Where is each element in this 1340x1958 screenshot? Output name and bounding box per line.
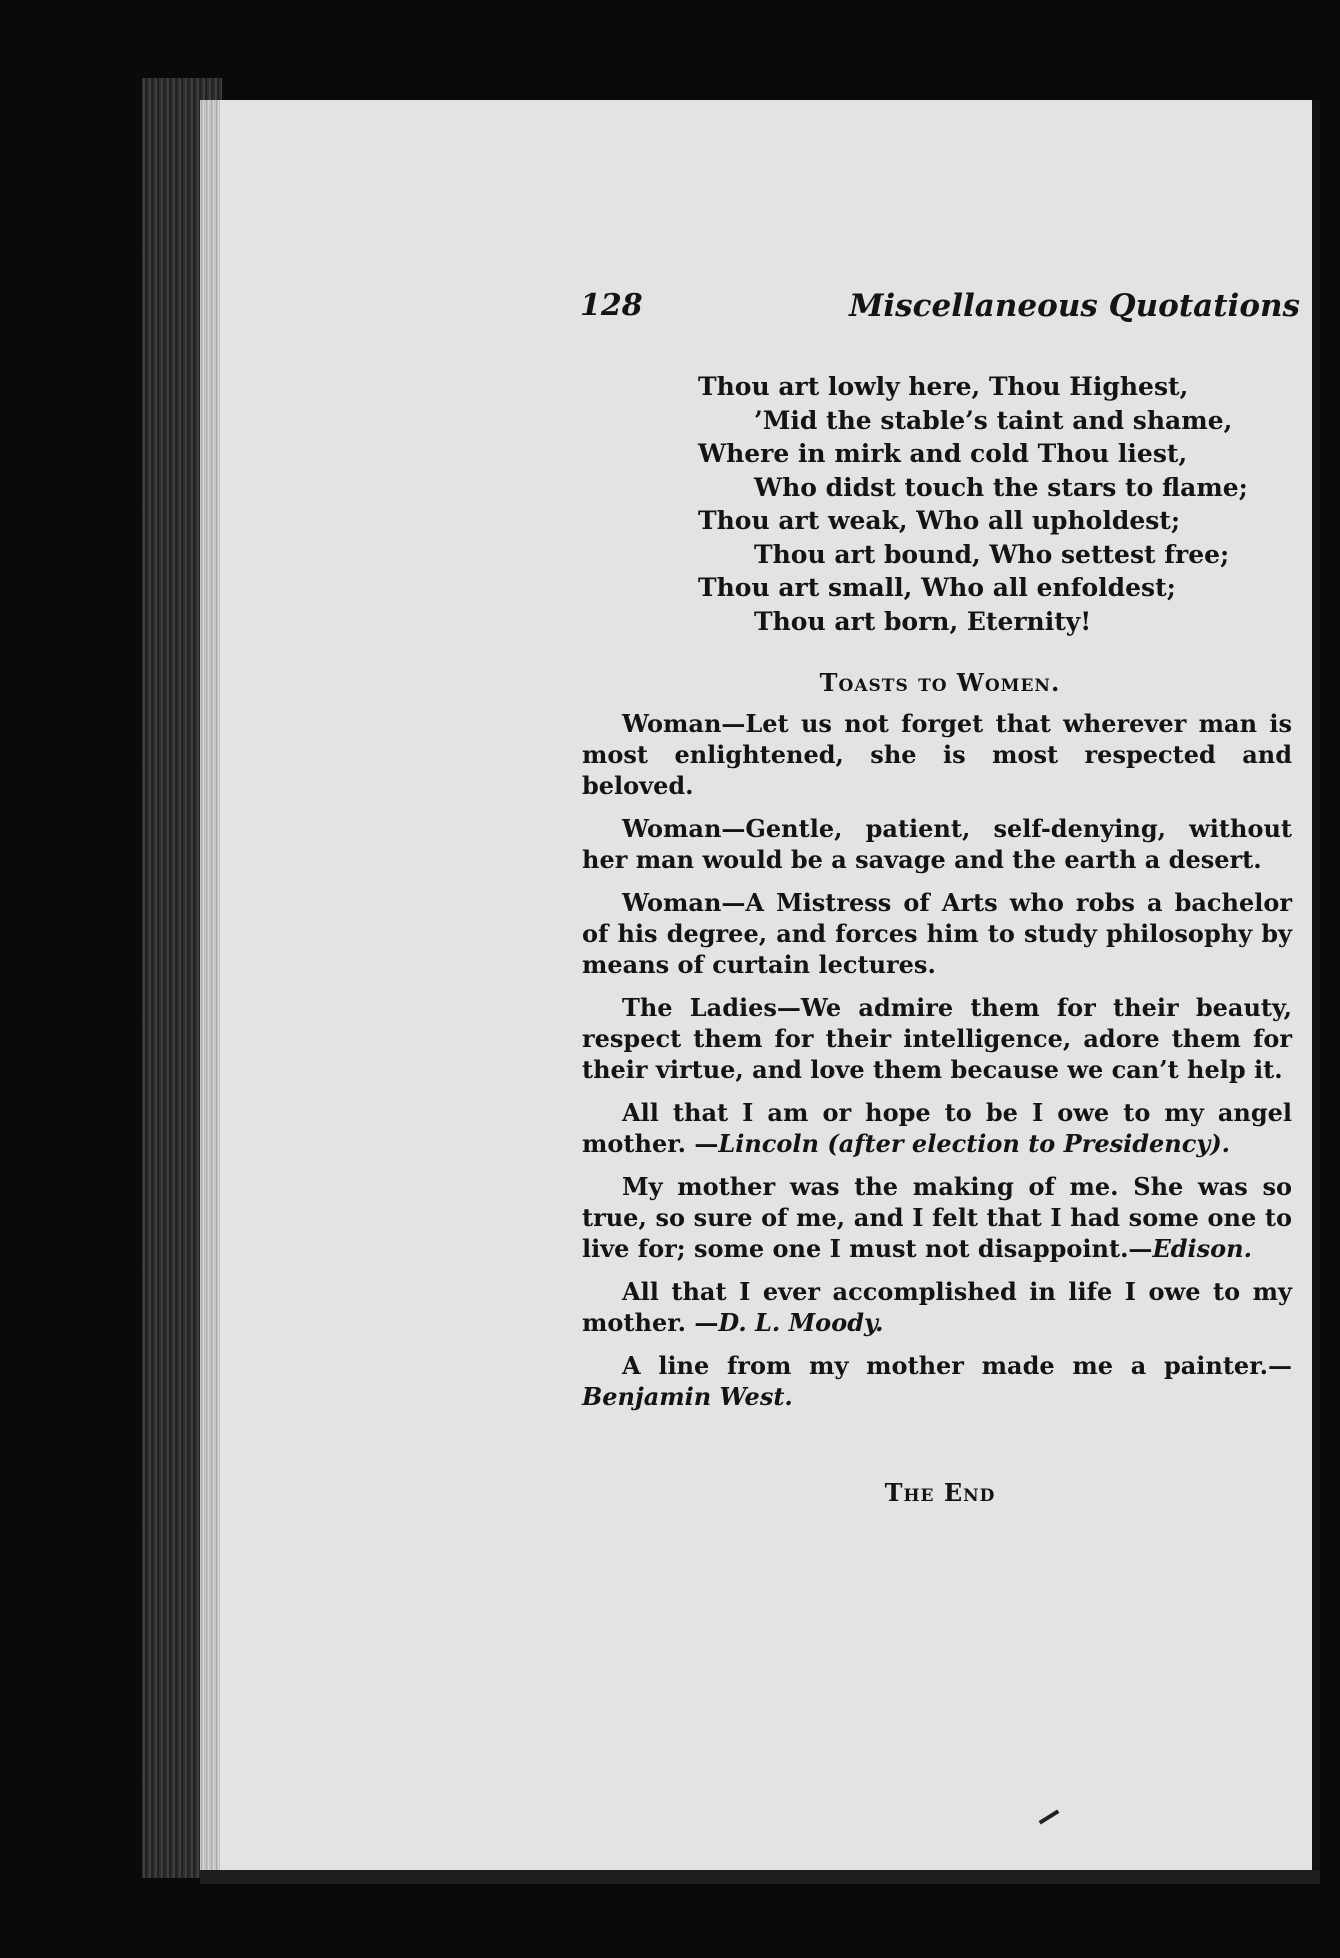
- paragraph: [582, 1350, 1292, 1412]
- body-text: [582, 708, 1292, 1424]
- poem-line: Thou art lowly here, Thou Highest,: [698, 372, 1189, 401]
- poem: [698, 370, 1318, 638]
- paragraph: [582, 813, 1292, 875]
- the-end-label: The End: [884, 1478, 996, 1507]
- paragraph: [582, 708, 1292, 801]
- paragraph-text: A line from my mother made me a painter.—: [622, 1351, 1292, 1380]
- poem-line: Where in mirk and cold Thou liest,: [698, 439, 1188, 468]
- running-title: Miscellaneous Quotations: [849, 288, 1300, 324]
- running-head: [580, 288, 1300, 338]
- paragraph: [582, 1276, 1292, 1338]
- poem-line: Thou art small, Who all enfoldest;: [698, 573, 1176, 602]
- poem-line: Thou art weak, Who all upholdest;: [698, 506, 1181, 535]
- paragraph-text: Woman—Gentle, patient, self-denying, without her man would be a savage and the earth a desert.: [582, 814, 1292, 874]
- quote-source: Lincoln (after election to Presidency).: [718, 1129, 1231, 1158]
- poem-line: Thou art bound, Who settest free;: [754, 539, 1230, 569]
- paragraph-text: Woman—Let us not forget that wherever man is most enlightened, she is most respected and beloved.: [582, 709, 1292, 800]
- paragraph: [582, 992, 1292, 1085]
- poem-line: ’Mid the stable’s taint and shame,: [754, 405, 1233, 435]
- poem-line: Who didst touch the stars to flame;: [754, 472, 1248, 502]
- page-stack-edges: [200, 100, 220, 1870]
- paragraph-text: All that I am or hope to be I owe to my angel mother. —: [582, 1098, 1292, 1158]
- paragraph: [582, 887, 1292, 980]
- page-right-shadow: [1312, 100, 1320, 1870]
- quote-source: Benjamin West.: [582, 1382, 793, 1411]
- paragraph-text: My mother was the making of me. She was so true, so sure of me, and I felt that I had some one to live for; some one I must not disappoint.—: [582, 1172, 1292, 1263]
- poem-line: Thou art born, Eternity!: [754, 606, 1092, 636]
- quote-source: D. L. Moody.: [718, 1308, 884, 1337]
- page-bottom-shadow: [200, 1870, 1320, 1884]
- quote-source: Edison.: [1152, 1234, 1252, 1263]
- paragraph: [582, 1097, 1292, 1159]
- paragraph: [582, 1171, 1292, 1264]
- paragraph-text: The Ladies—We admire them for their beauty, respect them for their intelligence, adore them for their virtue, and love them because we can’t help it.: [582, 993, 1292, 1084]
- page-number: 128: [580, 288, 643, 323]
- paragraph-text: Woman—A Mistress of Arts who robs a bachelor of his degree, and forces him to study philosophy by means of curtain lectures.: [582, 888, 1292, 979]
- section-heading: Toasts to Women.: [819, 668, 1061, 697]
- paragraph-text: All that I ever accomplished in life I owe to my mother. —: [582, 1277, 1292, 1337]
